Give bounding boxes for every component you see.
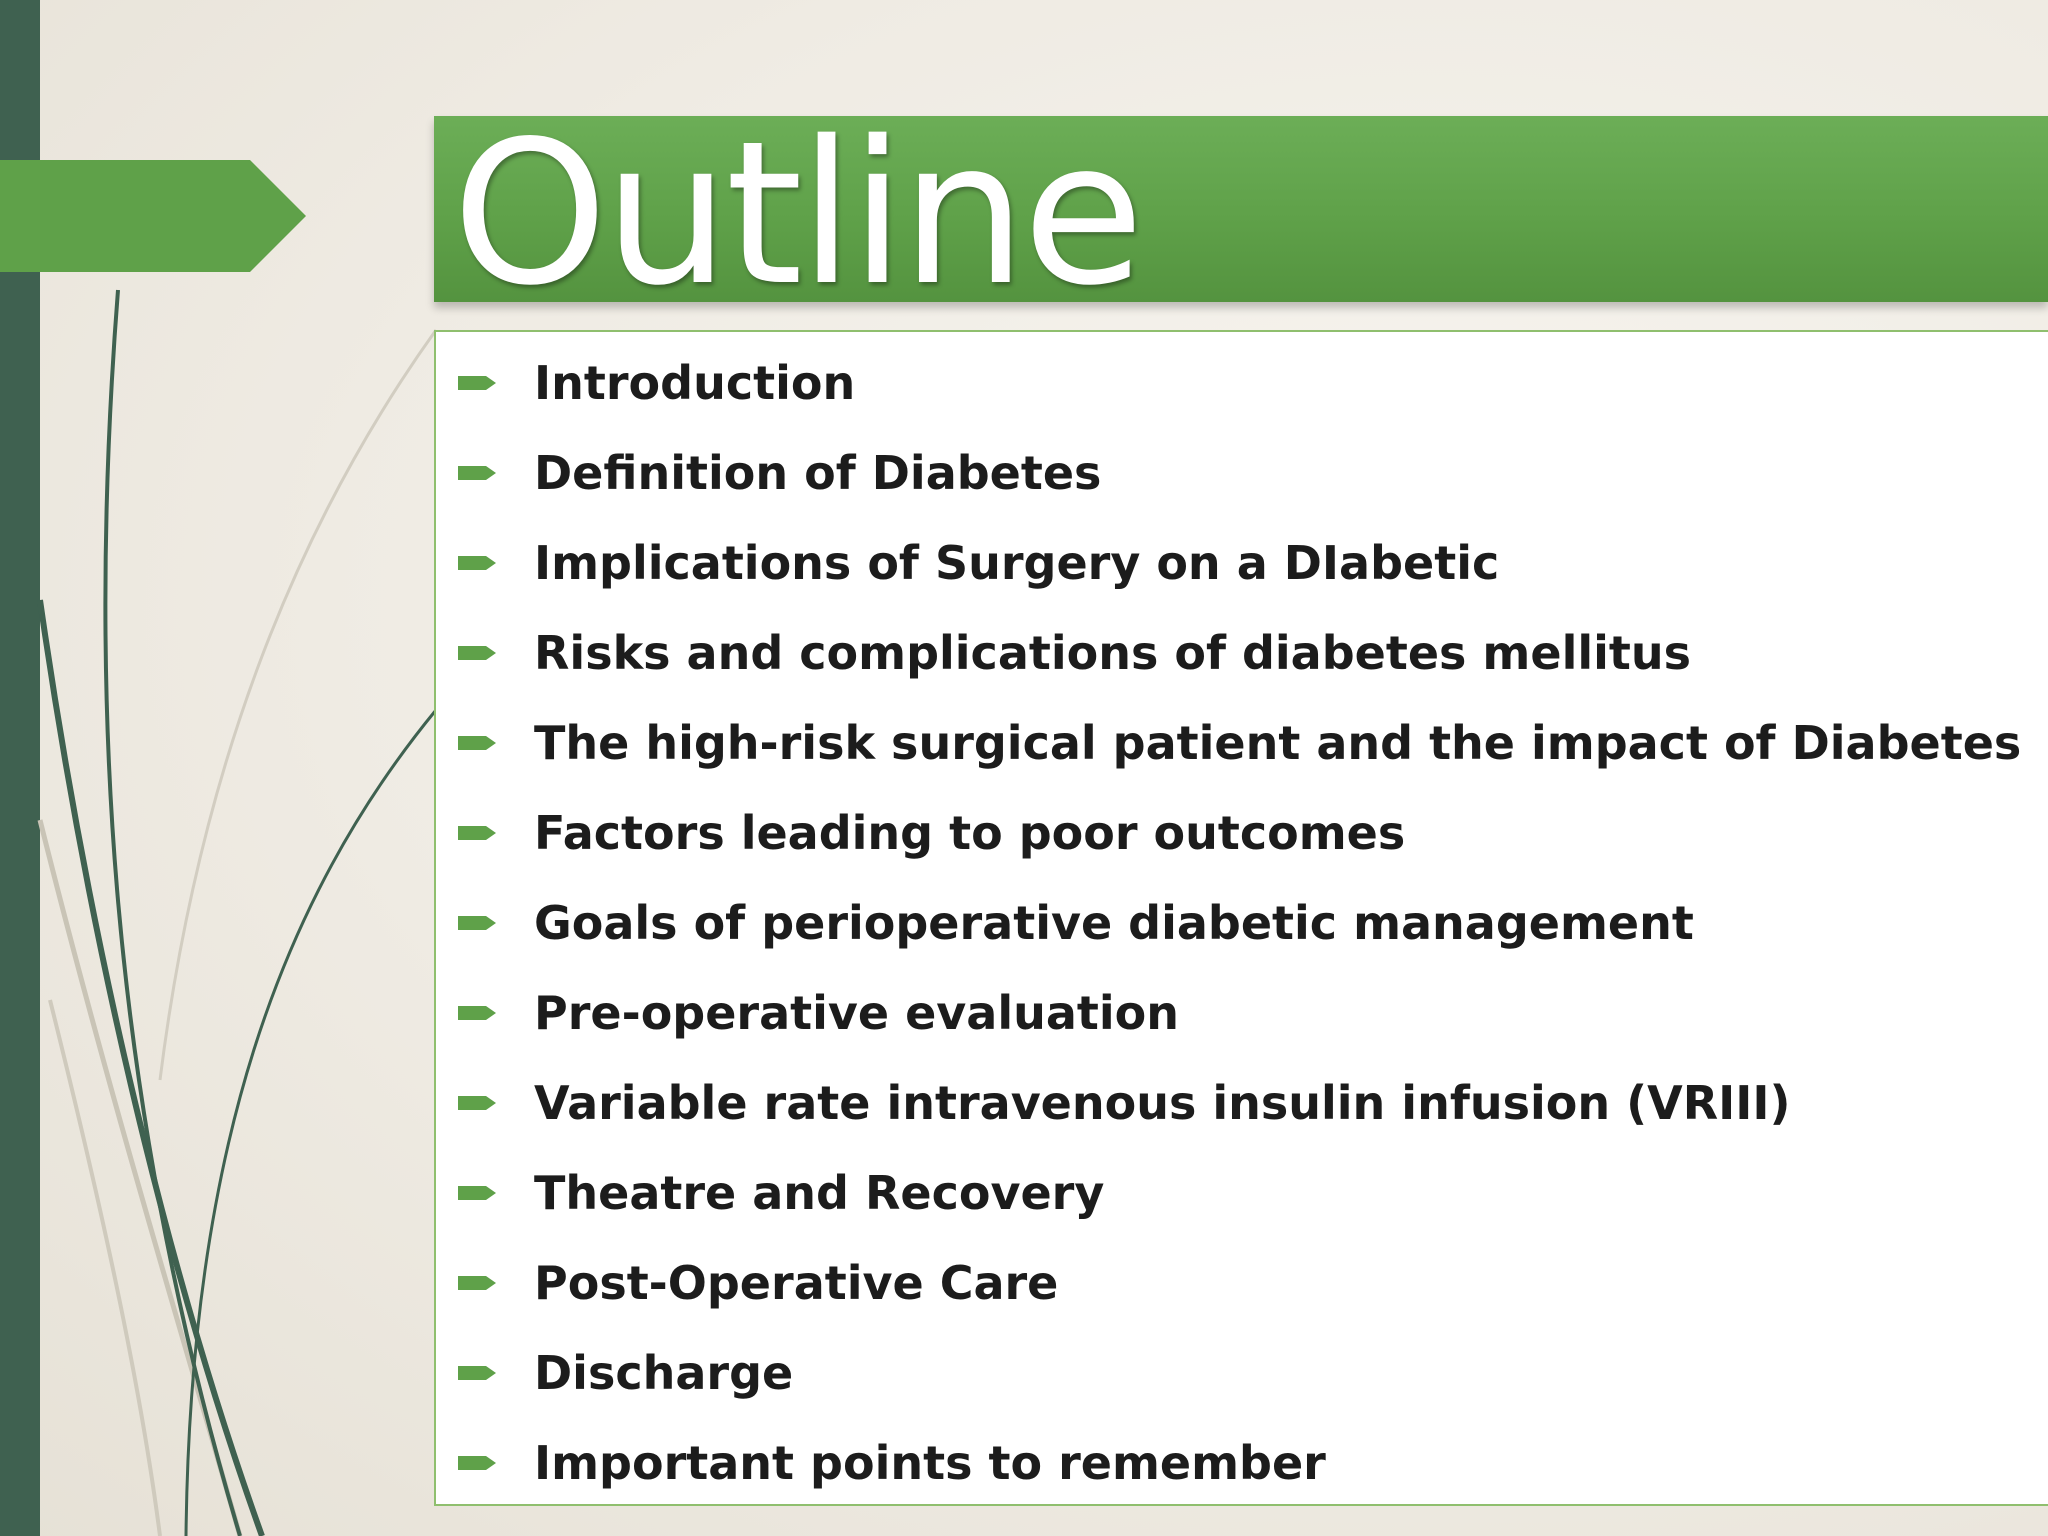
arrow-bullet-icon (458, 911, 498, 935)
list-item (458, 1328, 2021, 1418)
list-item-label: The high-risk surgical patient and the impact of Diabetes (534, 716, 2022, 770)
list-item-label: Post-Operative Care (534, 1256, 1059, 1310)
list-item (458, 1238, 2021, 1328)
list-item (458, 518, 2021, 608)
list-item-label: Important points to remember (534, 1436, 1326, 1490)
list-item (458, 428, 2021, 518)
list-item (458, 878, 2021, 968)
arrow-bullet-icon (458, 1361, 498, 1385)
list-item (458, 1418, 2021, 1508)
list-item (458, 608, 2021, 698)
list-item (458, 968, 2021, 1058)
arrow-bullet-icon (458, 731, 498, 755)
list-item (458, 788, 2021, 878)
slide-title: Outline (452, 98, 1141, 329)
list-item (458, 698, 2021, 788)
list-item-label: Goals of perioperative diabetic management (534, 896, 1694, 950)
list-item-label: Theatre and Recovery (534, 1166, 1105, 1220)
list-item-label: Pre-operative evaluation (534, 986, 1179, 1040)
list-item-label: Introduction (534, 356, 856, 410)
list-item-label: Variable rate intravenous insulin infusion (VRIII) (534, 1076, 1791, 1130)
arrow-bullet-icon (458, 1091, 498, 1115)
arrow-tab-decoration (0, 160, 306, 272)
list-item-label: Implications of Surgery on a DIabetic (534, 536, 1500, 590)
arrow-bullet-icon (458, 1451, 498, 1475)
arrow-bullet-icon (458, 371, 498, 395)
list-item-label: Discharge (534, 1346, 794, 1400)
arrow-bullet-icon (458, 1271, 498, 1295)
arrow-bullet-icon (458, 821, 498, 845)
arrow-bullet-icon (458, 461, 498, 485)
list-item (458, 1058, 2021, 1148)
arrow-bullet-icon (458, 641, 498, 665)
outline-list (458, 338, 2021, 1508)
arrow-bullet-icon (458, 1181, 498, 1205)
list-item-label: Definition of Diabetes (534, 446, 1102, 500)
list-item-label: Factors leading to poor outcomes (534, 806, 1406, 860)
arrow-bullet-icon (458, 551, 498, 575)
list-item (458, 338, 2021, 428)
list-item (458, 1148, 2021, 1238)
list-item-label: Risks and complications of diabetes mellitus (534, 626, 1691, 680)
arrow-bullet-icon (458, 1001, 498, 1025)
